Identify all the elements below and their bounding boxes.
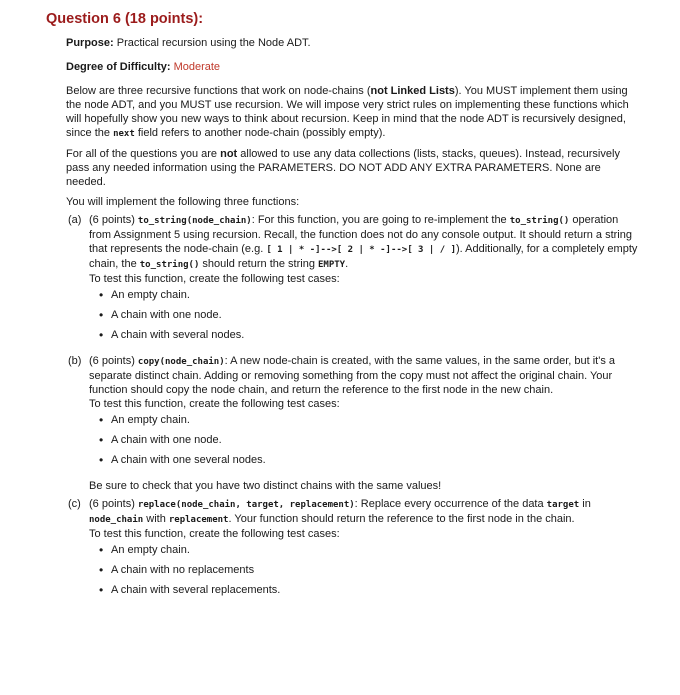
list-item: • An empty chain.	[89, 288, 638, 308]
difficulty-label: Degree of Difficulty:	[66, 61, 171, 73]
text-run: . Your function should return the reference to the first node in the chain.	[228, 513, 575, 525]
note-text: Be sure to check that you have two distinct chains with the same values!	[89, 480, 442, 492]
test-intro: To test this function, create the following test cases:	[89, 398, 340, 410]
text-bold: not	[220, 148, 238, 160]
text-run: : Replace every occurrence of the data	[354, 498, 547, 510]
code-next: next	[113, 129, 135, 139]
item-points: (6 points)	[89, 214, 135, 226]
text-bold: not Linked Lists	[370, 85, 455, 97]
text-run: : For this function, you are going to re-implement the	[251, 214, 510, 226]
item-label: (a)	[68, 214, 82, 226]
test-intro: To test this function, create the following test cases:	[89, 273, 340, 285]
item-description	[89, 497, 638, 527]
text-run: in	[579, 498, 591, 510]
test-list	[89, 413, 638, 473]
text-run: field refers to another node-chain (possibly empty).	[134, 127, 386, 139]
item-label: (b)	[68, 355, 82, 367]
paragraph-node-chains	[66, 84, 638, 141]
code-run: replacement	[168, 515, 229, 525]
text-run: with	[143, 513, 169, 525]
item-points: (6 points)	[89, 498, 135, 510]
intro-text: You will implement the following three functions:	[66, 196, 300, 208]
text-run: allowed to use any data collections (lists, stacks, queues). Instead, recursively pass any needed information using the PARAMETERS. DO NOT ADD ANY EXTRA PARAMETERS. None are needed.	[66, 148, 620, 188]
code-run: to_string()	[139, 260, 200, 270]
text-run: Below are three recursive functions that work on node-chains (	[66, 85, 371, 97]
list-item: • A chain with several nodes.	[89, 328, 638, 348]
list-item: • A chain with one node.	[89, 308, 638, 328]
item-description	[89, 213, 638, 272]
function-signature: copy(node_chain)	[137, 357, 225, 367]
text-run: ). You MUST implement them using the node ADT, and you MUST use recursion. We will impose very strict rules on implementing these functions which will hopefully show you new ways to think about recursion. Keep in mind that the node ADT is recursively designed, since the	[66, 85, 629, 139]
code-run: EMPTY	[318, 260, 346, 270]
test-list	[89, 543, 638, 603]
list-item: • An empty chain.	[89, 543, 638, 563]
item-a	[66, 213, 638, 348]
code-run: to_string()	[509, 216, 570, 226]
difficulty-value: Moderate	[173, 61, 221, 73]
text-run: .	[345, 258, 349, 270]
purpose-line	[66, 36, 638, 50]
item-c	[66, 497, 638, 603]
text-run: : A new node-chain is created, with the same values, in the same order, but it's a separate distinct chain. Adding or removing something from the copy must not affect the original chain. Your function should copy the node chain, and return the reference to the first node in the new chain.	[89, 355, 615, 396]
list-item: • A chain with one node.	[89, 433, 638, 453]
question-body	[66, 36, 638, 609]
function-signature: to_string(node_chain)	[137, 216, 252, 226]
text-run: ). Additionally, for a completely empty chain, the	[89, 243, 638, 270]
difficulty-line	[66, 60, 638, 74]
item-description	[89, 354, 638, 397]
purpose-label: Purpose:	[66, 37, 114, 49]
test-intro: To test this function, create the following test cases:	[89, 528, 340, 540]
list-item: • An empty chain.	[89, 413, 638, 433]
text-run: should return the string	[199, 258, 318, 270]
purpose-text: Practical recursion using the Node ADT.	[116, 37, 311, 49]
list-item: • A chain with no replacements	[89, 563, 638, 583]
code-run: target	[546, 500, 580, 510]
function-signature: replace(node_chain, target, replacement)	[137, 500, 355, 510]
paragraph-rules	[66, 147, 638, 189]
item-b	[66, 354, 638, 493]
text-run: operation from Assignment 5 using recursion. Recall, the function does not do any console output. It should return a string that represents the node-chain (e.g.	[89, 214, 632, 255]
code-run: [ 1 | * -]-->[ 2 | * -]-->[ 3 | / ]	[266, 245, 456, 255]
text-run: For all of the questions you are	[66, 148, 221, 160]
list-item: • A chain with several replacements.	[89, 583, 638, 603]
question-title: Question 6 (18 points):	[46, 11, 204, 27]
list-item: • A chain with one several nodes.	[89, 453, 638, 473]
test-list	[89, 288, 638, 348]
item-label: (c)	[68, 498, 81, 510]
item-points: (6 points)	[89, 355, 135, 367]
code-run: node_chain	[89, 515, 144, 525]
